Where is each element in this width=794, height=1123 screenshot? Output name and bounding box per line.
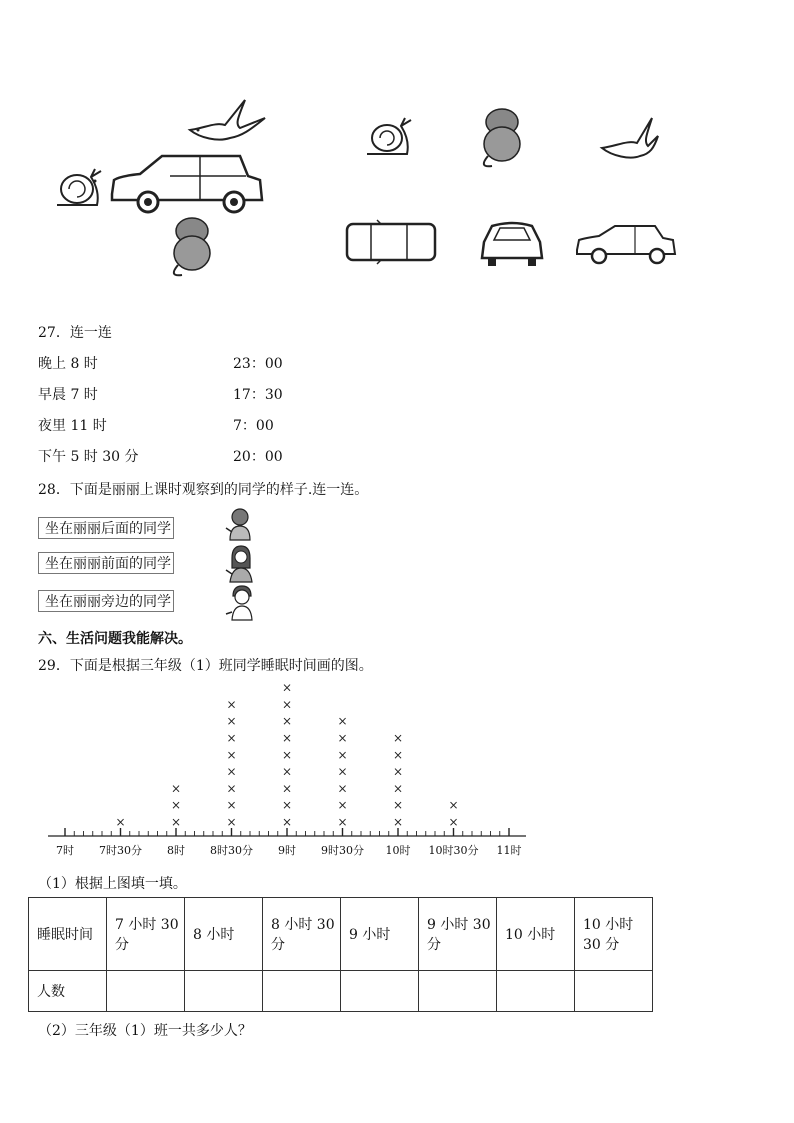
swallow-icon (190, 100, 265, 140)
table-row-label: 人数 (29, 971, 107, 1012)
data-mark: × (281, 697, 293, 712)
data-mark: × (392, 747, 404, 762)
q28-title: 28．下面是丽丽上课时观察到的同学的样子.连一连。 (38, 482, 369, 498)
monkey-back-icon (174, 218, 210, 275)
table-header-cell: 10 小时 (497, 898, 575, 971)
table-header-cell: 7 小时 30 分 (107, 898, 185, 971)
data-mark: × (226, 697, 237, 712)
data-mark: × (337, 747, 348, 762)
data-mark: × (281, 764, 293, 779)
data-mark: × (226, 815, 237, 829)
data-mark: × (170, 815, 182, 829)
q27-right-item: 20：00 (233, 449, 283, 465)
table-header-cell: 9 小时 30 分 (419, 898, 497, 971)
q27-left-item: 下午 5 时 30 分 (38, 449, 139, 465)
data-mark: × (337, 798, 348, 813)
q27-left-item: 夜里 11 时 (38, 418, 107, 434)
data-mark: × (226, 764, 237, 779)
data-mark: × (281, 781, 293, 796)
q28-label-box: 坐在丽丽前面的同学 (38, 552, 174, 574)
sleep-dot-plot (40, 676, 540, 866)
car-side-icon (577, 226, 675, 263)
student-side-icon (224, 584, 258, 622)
answer-cell[interactable] (419, 971, 497, 1012)
q28-label-box: 坐在丽丽后面的同学 (38, 517, 174, 539)
snail-icon (367, 118, 411, 154)
car-top-icon (347, 220, 435, 264)
data-mark: × (337, 714, 348, 729)
tick-label: 9时30分 (321, 844, 364, 857)
data-mark: × (281, 714, 293, 729)
data-mark: × (448, 798, 459, 813)
data-mark: × (337, 781, 348, 796)
data-mark: × (226, 798, 237, 813)
swallow-icon (602, 118, 658, 158)
answer-cell[interactable] (341, 971, 419, 1012)
tick-label: 9时 (278, 844, 296, 857)
snail-icon (57, 169, 101, 205)
student-back-icon (222, 506, 258, 542)
data-mark: × (281, 731, 293, 745)
data-mark: × (337, 764, 348, 779)
data-mark: × (392, 798, 404, 813)
answer-cell[interactable] (107, 971, 185, 1012)
q29-title: 29．下面是根据三年级（1）班同学睡眠时间画的图。 (38, 658, 373, 674)
q27-right-item: 23：00 (233, 356, 283, 372)
tick-label: 7时 (56, 844, 74, 857)
tick-label: 10时30分 (428, 844, 479, 857)
tick-label: 7时30分 (99, 844, 142, 857)
data-mark: × (392, 781, 404, 796)
q29-sub1: （1）根据上图填一填。 (38, 876, 187, 892)
data-mark: × (392, 764, 404, 779)
top-right-picture (340, 108, 685, 273)
q29-sub2: （2）三年级（1）班一共多少人？ (38, 1023, 252, 1039)
section-title: 六、生活问题我能解决。 (38, 631, 192, 647)
q27-right-item: 7：00 (233, 418, 274, 434)
data-mark: × (448, 815, 459, 829)
student-front-icon (222, 544, 260, 584)
answer-cell[interactable] (185, 971, 263, 1012)
q27-left-item: 早晨 7 时 (38, 387, 98, 403)
data-mark: × (170, 781, 182, 796)
data-mark: × (281, 798, 293, 813)
data-mark: × (226, 714, 237, 729)
table-header-cell: 9 小时 (341, 898, 419, 971)
top-left-picture (50, 92, 280, 282)
q27-title: 27．连一连 (38, 325, 112, 341)
car-front-icon (482, 223, 542, 266)
q28-label-box: 坐在丽丽旁边的同学 (38, 590, 174, 612)
tick-label: 8时 (167, 844, 185, 857)
table-header-cell: 8 小时 (185, 898, 263, 971)
tick-label: 8时30分 (210, 844, 253, 857)
tick-label: 10时 (385, 844, 411, 857)
q27-left-item: 晚上 8 时 (38, 356, 98, 372)
data-mark: × (226, 781, 237, 796)
data-mark: × (115, 815, 126, 829)
data-mark: × (392, 731, 404, 745)
answer-cell[interactable] (575, 971, 653, 1012)
data-mark: × (281, 680, 293, 695)
data-mark: × (337, 731, 348, 745)
data-mark: × (226, 747, 237, 762)
table-header-cell: 10 小时 30 分 (575, 898, 653, 971)
answer-cell[interactable] (497, 971, 575, 1012)
answer-cell[interactable] (263, 971, 341, 1012)
car-side-icon (112, 156, 262, 212)
monkey-back-icon (484, 109, 520, 166)
data-mark: × (392, 815, 404, 829)
q27-right-item: 17：30 (233, 387, 283, 403)
data-mark: × (281, 747, 293, 762)
data-mark: × (226, 731, 237, 745)
table-header-cell: 8 小时 30 分 (263, 898, 341, 971)
tick-label: 11时 (496, 844, 522, 857)
data-mark: × (337, 815, 348, 829)
data-mark: × (281, 815, 293, 829)
data-mark: × (170, 798, 182, 813)
sleep-table (28, 897, 653, 1012)
table-header-cell: 睡眠时间 (29, 898, 107, 971)
